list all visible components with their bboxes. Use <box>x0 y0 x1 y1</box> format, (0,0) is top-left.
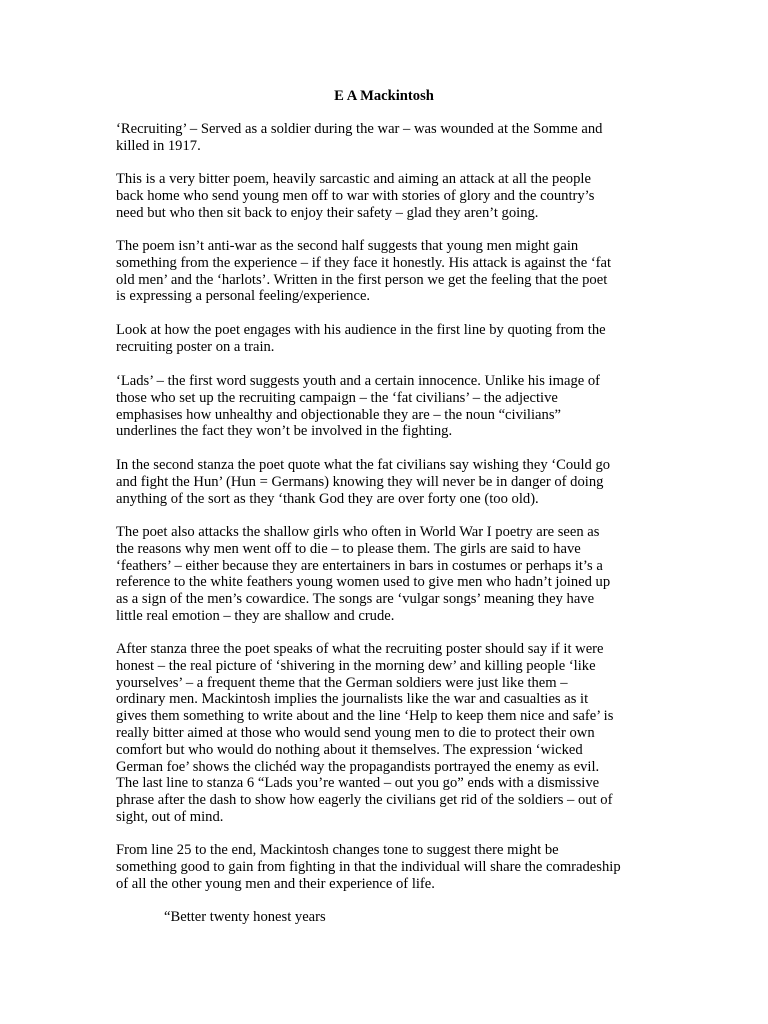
text-line: The poem isn’t anti-war as the second half suggests that young men might gain <box>116 238 579 254</box>
poem-quote: “Better twenty honest years <box>164 909 326 925</box>
text-line: The last line to stanza 6 “Lads you’re wanted – out you go” ends with a dismissive <box>116 775 600 792</box>
text-line: old men’ and the ‘harlots’. Written in the first person we get the feeling that the poet <box>116 271 608 288</box>
paragraph-bitter-poem <box>116 171 676 221</box>
text-line: This is a very bitter poem, heavily sarcastic and aiming an attack at all the people <box>116 171 591 187</box>
paragraph-line-25 <box>116 842 676 892</box>
text-line: gives them something to write about and the line ‘Help to keep them nice and safe’ is <box>116 708 614 725</box>
text-line: ‘feathers’ – either because they are entertainers in bars in costumes or perhaps it’s a <box>116 557 603 574</box>
text-line: German foe’ shows the clichéd way the propagandists portrayed the enemy as evil. <box>116 758 600 775</box>
text-line: and fight the Hun’ (Hun = Germans) knowing they will never be in danger of doing <box>116 473 604 490</box>
text-line: In the second stanza the poet quote what the fat civilians say wishing they ‘Could go <box>116 457 611 473</box>
text-line: yourselves’ – a frequent theme that the German soldiers were just like them – <box>116 674 568 691</box>
text-line: After stanza three the poet speaks of what the recruiting poster should say if it were <box>116 641 604 657</box>
text-line: ‘Recruiting’ – Served as a soldier during the war – was wounded at the Somme and <box>116 121 603 137</box>
text-line: recruiting poster on a train. <box>116 338 275 355</box>
text-line: anything of the sort as they ‘thank God they are over forty one (too old). <box>116 490 539 507</box>
text-line: little real emotion – they are shallow and crude. <box>116 607 395 624</box>
paragraph-lads <box>116 373 676 440</box>
text-line: honest – the real picture of ‘shivering in the morning dew’ and killing people ‘like <box>116 657 596 674</box>
text-line: Look at how the poet engages with his audience in the first line by quoting from the <box>116 322 606 338</box>
paragraph-shallow-girls <box>116 524 676 625</box>
text-line: sight, out of mind. <box>116 808 224 825</box>
paragraph-intro <box>116 121 676 155</box>
text-line: as a sign of the men’s cowardice. The songs are ‘vulgar songs’ meaning they have <box>116 591 595 608</box>
text-line: really bitter aimed at those who would send young men to die to protect their own <box>116 724 595 741</box>
text-line: need but who then sit back to enjoy their safety – glad they aren’t going. <box>116 204 539 221</box>
text-line: phrase after the dash to show how eagerly the civilians get rid of the soldiers – out of <box>116 792 613 809</box>
text-line: the reasons why men went off to die – to please them. The girls are said to have <box>116 540 581 557</box>
paragraph-not-anti-war <box>116 238 676 305</box>
text-line: From line 25 to the end, Mackintosh changes tone to suggest there might be <box>116 842 559 858</box>
text-line: those who set up the recruiting campaign – the ‘fat civilians’ – the adjective <box>116 389 558 406</box>
text-line: something from the experience – if they face it honestly. His attack is against the ‘fat <box>116 254 612 271</box>
paragraph-stanza-three <box>116 641 676 826</box>
text-line: killed in 1917. <box>116 137 201 154</box>
paragraph-engagement <box>116 322 676 356</box>
text-line: comfort but who would do nothing about it themselves. The expression ‘wicked <box>116 741 583 758</box>
text-line: is expressing a personal feeling/experience. <box>116 288 371 305</box>
text-line: something good to gain from fighting in that the individual will share the comradeship <box>116 858 621 875</box>
text-line: ordinary men. Mackintosh implies the journalists like the war and casualties as it <box>116 691 589 708</box>
text-line: underlines the fact they won’t be involved in the fighting. <box>116 423 453 440</box>
paragraph-second-stanza <box>116 457 676 507</box>
text-line: back home who send young men off to war with stories of glory and the country’s <box>116 187 595 204</box>
text-line: reference to the white feathers young women used to give men who hadn’t joined up <box>116 574 611 591</box>
document-title: E A Mackintosh <box>334 88 434 104</box>
text-line: of all the other young men and their experience of life. <box>116 875 435 892</box>
text-line: ‘Lads’ – the first word suggests youth and a certain innocence. Unlike his image of <box>116 373 601 389</box>
text-line: emphasises how unhealthy and objectionable they are – the noun “civilians” <box>116 406 561 423</box>
text-line: The poet also attacks the shallow girls who often in World War I poetry are seen as <box>116 524 600 540</box>
